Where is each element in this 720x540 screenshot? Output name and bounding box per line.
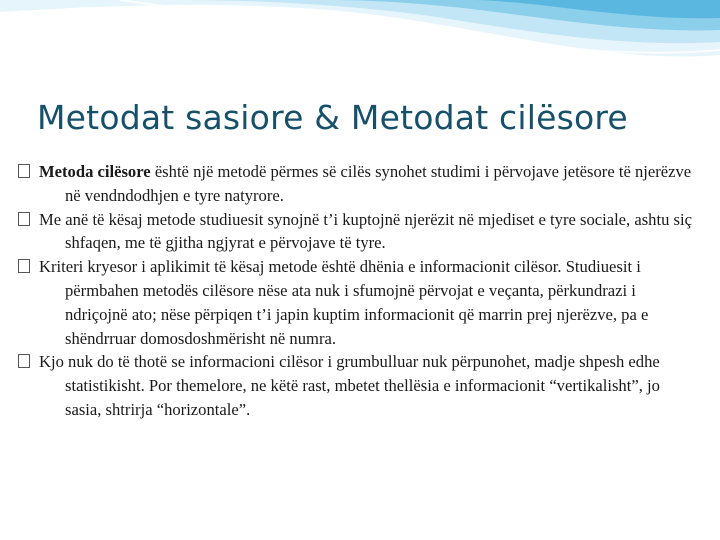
slide-title: Metodat sasiore & Metodat cilësore (37, 98, 628, 137)
bullet-text (39, 160, 698, 208)
bullet-item (18, 255, 698, 350)
bullet-text: Kjo nuk do të thotë se informacioni cilësor i grumbulluar nuk përpunohet, madje shpesh edhe statistikisht. Por themelore, ne këtë rast, mbetet thellësia e informacionit “vertikalisht”, jo sasia, shtrirja “horizontale”. (39, 352, 660, 419)
bullet-body: është një metodë përmes së cilës synohet studimi i përvojave jetësore të njerëzve në vendndodhjen e tyre natyrore. (65, 162, 692, 205)
bullet-item (18, 350, 698, 421)
bullet-box-icon (18, 164, 30, 178)
header-wave-decoration (0, 0, 720, 80)
bullet-text: Me anë të kësaj metode studiuesit synojnë t’i kuptojnë njerëzit në mjediset e tyre sociale, ashtu siç shfaqen, me të gjitha ngjyrat e përvojave të tyre. (39, 209, 692, 253)
bullet-item (18, 208, 698, 256)
bullet-box-icon (18, 212, 30, 226)
bullet-box-icon (18, 354, 30, 368)
bullet-text: Kriteri kryesor i aplikimit të kësaj metode është dhënia e informacionit cilësor. Studiuesit i përmbahen metodës cilësore nëse ata nuk i sfumojnë përvojat e veçanta, përkundrazi i ndriçojnë ato; nëse përpiqen t’i japin kuptim informacionit që marrin prej njerëzve, pa e shëndrruar domosdoshmërisht në numra. (39, 257, 649, 348)
bullet-item (18, 160, 698, 208)
bullet-lead: Metoda cilësore (39, 162, 151, 181)
bullet-box-icon (18, 259, 30, 273)
bullet-list (18, 160, 698, 422)
